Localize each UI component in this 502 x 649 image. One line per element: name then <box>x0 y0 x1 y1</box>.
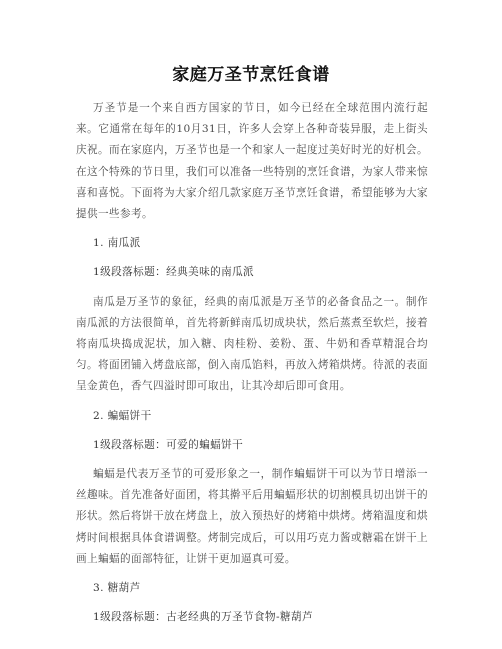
intro-paragraph: 万圣节是一个来自西方国家的节日，如今已经在全球范围内流行起来。它通常在每年的10月31日，许多人会穿上各种奇装异服，走上街头庆祝。而在家庭内，万圣节也是一个和家人一起度过美好时光的好机会。在这个特殊的节日里，我们可以准备一些特别的烹饪食谱，为家人带来惊喜和喜悦。下面将为大家介绍几款家庭万圣节烹饪食谱，希望能够为大家提供一些参考。 <box>76 102 428 221</box>
section-body-pumpkin-pie: 南瓜是万圣节的象征，经典的南瓜派是万圣节的必备食品之一。制作南瓜派的方法很简单，首先将新鲜南瓜切成块状，然后蒸煮至软烂，接着将南瓜块捣成泥状，加入糖、肉桂粉、姜粉、蛋、牛奶和香草精混合均匀。将面团铺入烤盘底部，倒入南瓜馅料，再放入烤箱烘烤。待派的表面呈金黄色，香气四溢时即可取出，让其冷却后即可食用。 <box>76 295 428 393</box>
section-subheading-pumpkin-pie: 1级段落标题：经典美味的南瓜派 <box>93 266 255 279</box>
section-heading-pumpkin-pie: 1. 南瓜派 <box>93 237 141 250</box>
section-heading-candied-haws: 3. 糖葫芦 <box>93 582 141 595</box>
section-heading-bat-cookies: 2. 蝙蝠饼干 <box>93 409 152 422</box>
section-subheading-bat-cookies: 1级段落标题：可爱的蝙蝠饼干 <box>93 438 244 451</box>
document-title: 家庭万圣节烹饪食谱 <box>172 65 330 85</box>
document-body <box>76 98 428 628</box>
section-body-bat-cookies: 蝙蝠是代表万圣节的可爱形象之一，制作蝙蝠饼干可以为节日增添一丝趣味。首先准备好面团，将其擀平后用蝙蝠形状的切割模具切出饼干的形状。然后将饼干放在烤盘上，放入预热好的烤箱中烘烤。烤箱温度和烘烤时间根据具体食谱调整。烤制完成后，可以用巧克力酱或糖霜在饼干上画上蝙蝠的面部特征，让饼干更加逼真可爱。 <box>76 468 428 565</box>
section-subheading-candied-haws: 1级段落标题：古老经典的万圣节食物-糖葫芦 <box>93 611 313 624</box>
